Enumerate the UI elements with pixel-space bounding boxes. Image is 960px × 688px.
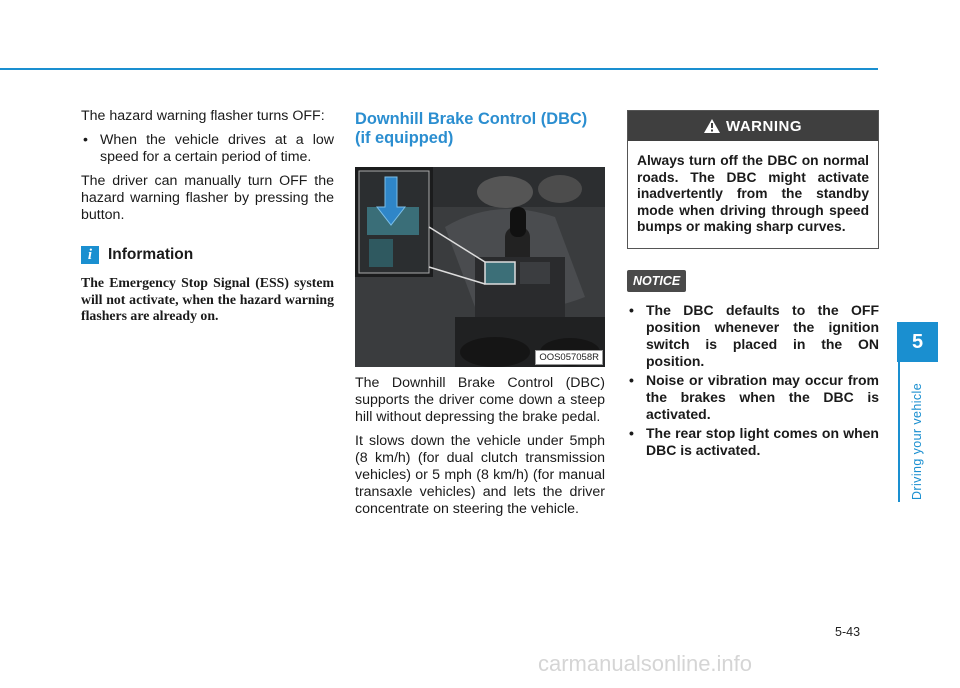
hazard-intro: The hazard warning flasher turns OFF: [81,108,325,124]
console-illustration [355,167,605,367]
section-title-line1: Downhill Brake Control (DBC) [355,110,588,128]
chapter-tab: 5 [897,322,938,362]
list-item: • The rear stop light comes on when DBC is activated. [627,425,879,459]
information-text: The Emergency Stop Signal (ESS) system will not activate, when the hazard warning flashers are already on. [81,275,334,323]
information-heading [81,246,334,264]
warning-header [628,111,878,141]
warning-title: WARNING [726,117,802,135]
watermark: carmanualsonline.info [538,651,753,676]
column-middle [355,110,605,518]
dbc-paragraph-1: The Downhill Brake Control (DBC) supports the driver come down a steep hill without depressing the brake pedal. [355,375,605,425]
list-item: • When the vehicle drives at a low speed for a certain period of time. [81,132,334,166]
list-item: • The DBC defaults to the OFF position whenever the ignition switch is placed in the ON position. [627,302,879,370]
top-rule [0,68,878,70]
list-item: • Noise or vibration may occur from the brakes when the DBC is activated. [627,372,879,423]
warning-box [627,110,879,249]
hazard-manual-text: The driver can manually turn OFF the hazard warning flasher by pressing the button. [81,173,334,223]
dbc-button-figure [355,167,605,367]
column-left [81,108,334,325]
warning-text: Always turn off the DBC on normal roads. The DBC might activate inadvertently from the standby mode when driving through speed bumps or making sharp curves. [637,153,869,234]
chapter-title: Driving your vehicle [910,382,924,500]
section-title [355,110,605,148]
page-number: 5-43 [835,625,861,639]
hazard-bullets [81,132,334,166]
figure-code: OOS057058R [535,350,603,365]
info-icon: i [81,246,99,264]
column-right [627,110,879,466]
warning-triangle-icon [704,119,720,133]
information-title: Information [108,246,194,263]
notice-list [627,302,879,459]
dbc-paragraph-2: It slows down the vehicle under 5mph (8 km/h) (for dual clutch transmission vehicles) or 5 mph (8 km/h) (for manual transaxle vehicles) and lets the driver concentrate on steering the vehicle. [355,433,605,517]
sidebar-rule [898,362,900,502]
section-title-line2: (if equipped) [355,129,454,147]
notice-badge: NOTICE [627,270,686,292]
